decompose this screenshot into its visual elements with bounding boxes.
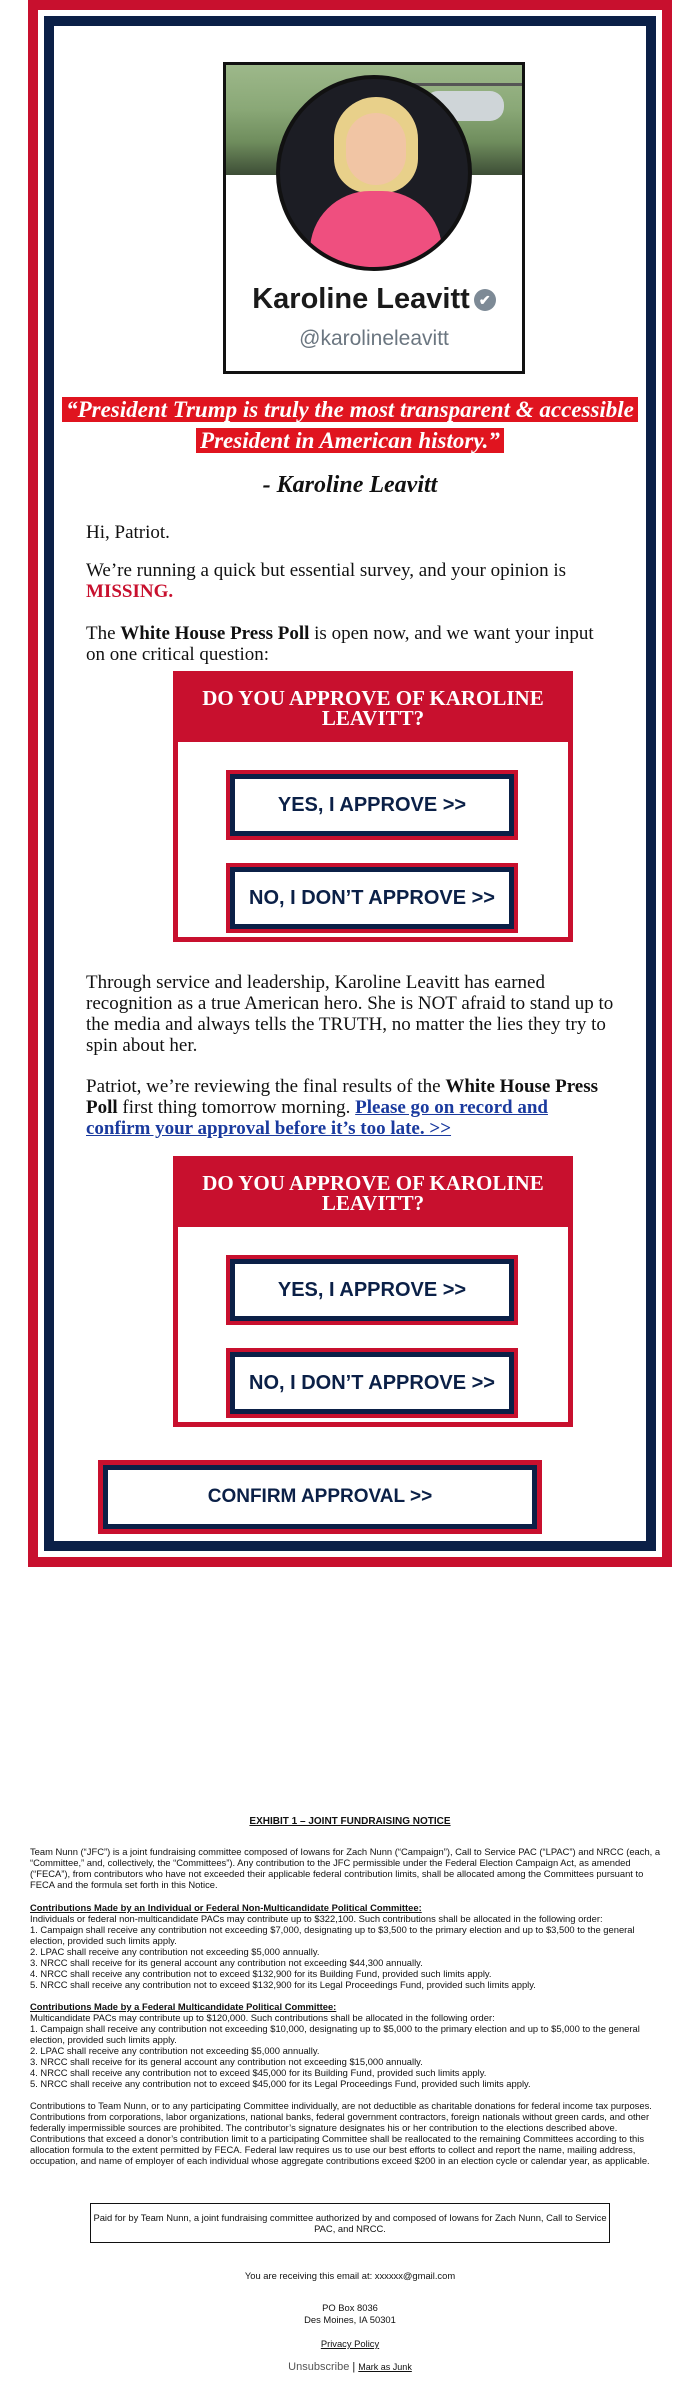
poll-options: [178, 1227, 568, 1422]
highlighted-quote: “President Trump is truly the most transparent & accessible President in American history.”: [54, 394, 646, 456]
verified-badge-icon: ✔: [474, 289, 496, 311]
disapprove-button[interactable]: NO, I DON’T APPROVE >>: [226, 863, 518, 933]
multicandidate-section: Contributions Made by a Federal Multicandidate Political Committee: Multicandidate PACs may contribute up to $120,000. Such contributions shall be allocated in the following order: 1. Campaign shall receive any contribution not exceeding $10,000, designating up to $5,000 to the primary election and up to $5,000 to the general election, provided such limits apply. 2. LPAC shall receive any contribution not exceeding $5,000 annually. 3. NRCC shall receive for its general account any contribution not exceeding $15,000 annually. 4. NRCC shall receive any contribution not to exceed $45,000 for its Building Fund, provided such limits apply. 5. NRCC shall receive any contribution not to exceed $45,000 for its Legal Proceedings Fund, provided such limits apply.: [30, 2001, 670, 2089]
poll-box-2: [173, 1156, 573, 1427]
disapprove-button-2[interactable]: NO, I DON’T APPROVE >>: [226, 1348, 518, 1418]
hero-paragraph: Through service and leadership, Karoline Leavitt has earned recognition as a true American hero. She is NOT afraid to stand up to the media and always tells the TRUTH, no matter the lies they try to spin about her.: [86, 972, 614, 1056]
separator: |: [352, 2361, 356, 2373]
individual-heading: Contributions Made by an Individual or Federal Non-Multicandidate Political Committee:: [30, 1902, 422, 1913]
profile-handle: @karolineleavitt: [299, 327, 449, 350]
paid-for-box: Paid for by Team Nunn, a joint fundraising committee authorized by and composed of Iowans for Zach Nunn, Call to Service PAC, and NRCC.: [90, 2203, 610, 2243]
review-paragraph: Patriot, we’re reviewing the final results of the White House Press Poll first thing tomorrow morning. Please go on record and confirm your approval before it’s too late. >>: [86, 1076, 599, 1139]
individual-section: Contributions Made by an Individual or Federal Non-Multicandidate Political Committee: Individuals or federal non-multicandidate PACs may contribute up to $322,100. Such contributions shall be allocated in the following order: 1. Campaign shall receive any contribution not exceeding $7,000, designating up to $3,500 to the primary election and up to $3,500 to the general election, provided such limits apply. 2. LPAC shall receive any contribution not exceeding $5,000 annually. 3. NRCC shall receive for its general account any contribution not exceeding $44,300 annually. 4. NRCC shall receive any contribution not to exceed $132,900 for its Building Fund, provided such limits apply. 5. NRCC shall receive any contribution not to exceed $132,900 for its Legal Proceedings Fund, provided such limits apply.: [30, 1902, 670, 1990]
jfc-intro: Team Nunn (“JFC”) is a joint fundraising committee composed of Iowans for Zach Nunn (“Campaign”), Call to Service PAC (“LPAC”) and NRCC (each, a “Committee,” and, collectively, the “Committees”). Any contribution to the JFC permissible under the Federal Election Campaign Act, as amended (“FECA”), from contributors who have not exceeded their applicable federal contribution limits, shall be allocated among the Committees pursuant to FECA and the formula set forth in this Notice.: [30, 1846, 661, 1890]
email-frame: [28, 0, 672, 1567]
unsubscribe-link[interactable]: Unsubscribe: [288, 2361, 350, 2373]
multi-heading: Contributions Made by a Federal Multicandidate Political Committee:: [30, 2001, 337, 2012]
poll-intro: The White House Press Poll is open now, and we want your input on one critical question:: [86, 623, 594, 665]
legal-notice: Contributions to Team Nunn, or to any participating Committee individually, are not deductible as charitable donations for federal income tax purposes. Contributions from corporations, labor organizations, national banks, federal government contractors, foreign nationals without green cards, and other federally impermissible sources are prohibited. The contributor’s signature designates his or her contribution to the elections described above. Contributions that exceed a donor’s contribution limit to a participating Committee shall be reallocated to the remaining Committees according to this allocation formula to the extent permitted by FECA. Federal law requires us to use our best efforts to collect and report the name, mailing address, occupation, and name of employer of each individual whose aggregate contributions exceed $200 in an election cycle or calendar year, as applicable.: [30, 2100, 652, 2166]
profile-name: Karoline Leavitt ✔: [226, 283, 522, 316]
receiving-email: You are receiving this email at: xxxxxx@gmail.com: [244, 2270, 456, 2281]
po-box: PO Box 8036: [322, 2302, 378, 2313]
city: Des Moines, IA 50301: [304, 2314, 396, 2325]
quote-attribution: - Karoline Leavitt: [262, 472, 438, 498]
approve-button-2[interactable]: YES, I APPROVE >>: [226, 1255, 518, 1325]
privacy-policy-link[interactable]: Privacy Policy: [320, 2338, 380, 2349]
approve-button[interactable]: YES, I APPROVE >>: [226, 770, 518, 840]
frame-navy-stripe: [44, 16, 656, 1551]
unsubscribe-row: [30, 2362, 670, 2373]
confirm-approval-button[interactable]: CONFIRM APPROVAL >>: [98, 1460, 542, 1534]
missing-label: MISSING.: [86, 581, 174, 602]
greeting: Hi, Patriot.: [86, 522, 170, 543]
email-content: [54, 26, 646, 1541]
poll-options: [178, 742, 568, 937]
poll-question: DO YOU APPROVE OF KAROLINE LEAVITT?: [202, 1171, 544, 1215]
exhibit-title: EXHIBIT 1 – JOINT FUNDRAISING NOTICE: [249, 1816, 451, 1827]
poll-box: [173, 671, 573, 942]
approval-link[interactable]: Please go on record and confirm your approval before it’s too late. >>: [86, 1097, 548, 1139]
mark-as-junk-link[interactable]: Mark as Junk: [358, 2362, 412, 2372]
profile-card: [223, 62, 525, 374]
survey-intro: We’re running a quick but essential survey, and your opinion is MISSING.: [86, 560, 567, 602]
poll-question: DO YOU APPROVE OF KAROLINE LEAVITT?: [202, 686, 544, 730]
frame-white-stripe: [38, 10, 662, 1557]
avatar: [276, 75, 472, 271]
